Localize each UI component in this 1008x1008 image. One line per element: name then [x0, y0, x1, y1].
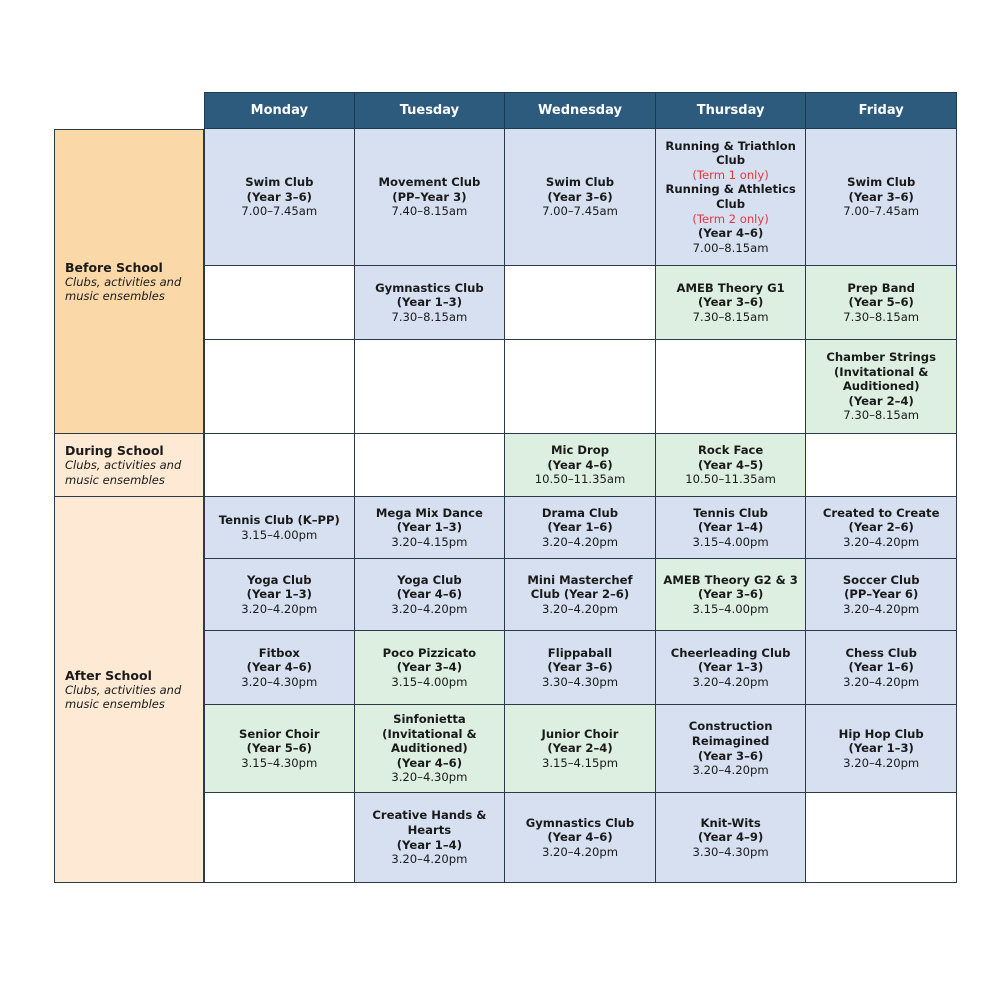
- activity-name: Gymnastics Club: [375, 280, 484, 295]
- activity-mic-drop: [505, 434, 656, 497]
- empty-slot: [204, 434, 355, 497]
- activity-name: Created to Create: [822, 505, 940, 520]
- activity-time: 3.20–4.20pm: [843, 601, 920, 616]
- activity-detail: (Invitational &: [382, 726, 477, 741]
- activity-name: Drama Club: [541, 505, 619, 520]
- activity-time: 3.15–4.00pm: [241, 527, 318, 542]
- activity-detail: (Year 4–9): [697, 830, 764, 845]
- activity-time: 7.30–8.15am: [843, 408, 920, 423]
- activity-name: Swim Club: [245, 175, 314, 190]
- activity-detail: (Year 1–3): [396, 295, 463, 310]
- activity-name: Tennis Club: [693, 505, 768, 520]
- activity-time: 3.20–4.20pm: [541, 534, 619, 549]
- activity-time: 3.15–4.15pm: [541, 755, 619, 770]
- activity-detail: (Year 4–5): [697, 457, 764, 472]
- activity-time: 3.20–4.20pm: [843, 534, 920, 549]
- activity-name: Tennis Club (K–PP): [218, 512, 340, 527]
- activity-swim-club: [204, 129, 355, 266]
- activity-name: Yoga Club: [397, 572, 462, 587]
- activity-detail: (Year 2–6): [848, 520, 914, 535]
- activity-time: 10.50–11.35am: [685, 472, 776, 487]
- activity-name: Poco Pizzicato: [382, 645, 477, 660]
- empty-slot: [806, 434, 957, 497]
- empty-slot: [355, 340, 506, 434]
- activity-time: 7.00–7.45am: [241, 204, 318, 219]
- activity-ameb-theory-g1: [656, 266, 807, 340]
- activity-name: Running & Triathlon: [665, 138, 796, 153]
- term-note: (Term 1 only): [692, 167, 769, 182]
- activity-detail: Club: [716, 153, 746, 168]
- activity-swim-club: [505, 129, 656, 266]
- activity-time: 10.50–11.35am: [534, 472, 626, 487]
- header-thursday: Thursday: [656, 92, 807, 129]
- activity-detail: (PP–Year 6): [844, 587, 919, 602]
- activity-poco-pizzicato: [355, 631, 506, 705]
- activity-name: Construction: [688, 719, 773, 734]
- activity-detail: (Year 4–6): [697, 226, 764, 241]
- header-tuesday: Tuesday: [355, 92, 506, 129]
- activity-gymnastics-club: [505, 793, 656, 883]
- activity-time: 3.20–4.20pm: [692, 674, 769, 689]
- activity-rock-face: [656, 434, 807, 497]
- activity-swim-club: [806, 129, 957, 266]
- activity-name: Cheerleading Club: [670, 645, 791, 660]
- activity-time: 7.00–7.45am: [843, 204, 920, 219]
- activity-detail: Reimagined: [691, 733, 770, 748]
- activity-time: 7.00–8.15am: [692, 240, 769, 255]
- activity-created-to-create: [806, 497, 957, 559]
- activity-name: Mic Drop: [550, 443, 609, 458]
- activity-time: 7.40–8.15am: [391, 204, 468, 219]
- activity-prep-band: [806, 266, 957, 340]
- activity-mini-masterchef: [505, 559, 656, 631]
- empty-slot: [656, 340, 807, 434]
- activity-time: 3.20–4.20pm: [541, 844, 619, 859]
- activity-detail: (Year 5–6): [848, 295, 914, 310]
- section-subtitle: Clubs, activities and: [65, 274, 182, 289]
- activity-detail: (Year 4–6): [547, 457, 613, 472]
- empty-slot: [204, 340, 355, 434]
- activity-time: 3.30–4.30pm: [692, 844, 769, 859]
- activity-time: 3.20–4.20pm: [843, 674, 920, 689]
- activity-detail: (Year 3–4): [396, 660, 463, 675]
- activity-name: Swim Club: [847, 175, 916, 190]
- activity-detail: (Year 1–4): [396, 837, 463, 852]
- activity-tennis-club: [656, 497, 807, 559]
- activity-time: 3.15–4.00pm: [692, 534, 769, 549]
- activity-name: Chamber Strings: [826, 350, 936, 365]
- activity-time: 7.30–8.15am: [843, 309, 920, 324]
- activity-yoga-club: [355, 559, 506, 631]
- empty-slot: [505, 266, 656, 340]
- activity-name: Movement Club: [378, 175, 481, 190]
- activity-name: Creative Hands &: [372, 808, 487, 823]
- activity-detail: (Year 4–6): [547, 830, 613, 845]
- activity-time: 3.20–4.20pm: [391, 601, 468, 616]
- activity-time: 3.20–4.20pm: [843, 755, 920, 770]
- activity-detail: (Year 1–4): [697, 520, 764, 535]
- empty-slot: [204, 266, 355, 340]
- section-subtitle: music ensembles: [65, 472, 165, 487]
- activity-detail: (Year 2–4): [547, 741, 613, 756]
- activity-name: Chess Club: [845, 645, 917, 660]
- activity-detail: (Year 3–6): [697, 295, 764, 310]
- activity-detail: (Year 3–6): [246, 189, 312, 204]
- section-before-school: [54, 129, 204, 434]
- activity-chamber-strings: [806, 340, 957, 434]
- activity-name: Flippaball: [547, 645, 613, 660]
- timetable: [54, 92, 957, 883]
- activity-time: 3.15–4.30pm: [241, 755, 318, 770]
- activity-chess-club: [806, 631, 957, 705]
- activity-name: Rock Face: [697, 443, 764, 458]
- activity-yoga-club: [204, 559, 355, 631]
- section-title: Before School: [65, 259, 163, 275]
- activity-time: 3.20–4.15pm: [391, 534, 468, 549]
- activity-detail: Club (Year 2–6): [530, 587, 630, 602]
- activity-name: Junior Choir: [541, 726, 619, 741]
- activity-knit-wits: [656, 793, 807, 883]
- activity-name: Mega Mix Dance: [375, 505, 483, 520]
- activity-construction: [656, 705, 807, 793]
- activity-detail: (Year 1–3): [396, 520, 463, 535]
- section-after-school: [54, 497, 204, 883]
- activity-detail: (Year 4–6): [246, 660, 312, 675]
- activity-gymnastics-club: [355, 266, 506, 340]
- activity-name: Sinfonietta: [393, 712, 466, 727]
- header-monday: Monday: [204, 92, 355, 129]
- empty-slot: [355, 434, 506, 497]
- activity-detail: (Year 3–6): [848, 189, 914, 204]
- activity-name: Knit-Wits: [700, 815, 761, 830]
- activity-detail: (PP–Year 3): [392, 189, 467, 204]
- activity-name: AMEB Theory G2 & 3: [663, 572, 798, 587]
- empty-slot: [204, 793, 355, 883]
- activity-name: Gymnastics Club: [525, 815, 635, 830]
- activity-time: 3.30–4.30pm: [541, 674, 619, 689]
- activity-detail: (Year 3–6): [547, 660, 613, 675]
- activity-detail: (Year 5–6): [246, 741, 312, 756]
- activity-time: 3.20–4.30pm: [391, 770, 468, 785]
- activity-senior-choir: [204, 705, 355, 793]
- activity-name: Mini Masterchef: [527, 572, 633, 587]
- activity-name: Soccer Club: [842, 572, 920, 587]
- section-subtitle: Clubs, activities and: [65, 458, 182, 472]
- activity-detail: Club: [716, 197, 746, 211]
- activity-name: AMEB Theory G1: [676, 280, 785, 295]
- activity-junior-choir: [505, 705, 656, 793]
- section-during-school: [54, 434, 204, 497]
- section-title: During School: [65, 443, 164, 458]
- activity-detail: (Year 3–6): [697, 748, 764, 763]
- activity-sinfonietta: [355, 705, 506, 793]
- activity-time: 3.20–4.20pm: [241, 601, 318, 616]
- activity-detail: (Year 3–6): [547, 189, 613, 204]
- term-note: (Term 2 only): [692, 211, 769, 226]
- activity-time: 7.30–8.15am: [391, 309, 468, 324]
- activity-detail: (Year 3–6): [697, 587, 764, 602]
- activity-time: 3.20–4.30pm: [241, 674, 318, 689]
- activity-detail: (Year 1–3): [246, 587, 312, 602]
- section-subtitle: music ensembles: [65, 289, 165, 303]
- activity-hip-hop-club: [806, 705, 957, 793]
- activity-time: 3.15–4.00pm: [692, 601, 769, 616]
- activity-detail: Hearts: [407, 822, 452, 837]
- activity-soccer-club: [806, 559, 957, 631]
- activity-ameb-theory-g2-and-3: [656, 559, 807, 631]
- activity-time: 3.20–4.20pm: [391, 852, 468, 867]
- activity-detail: (Year 1–3): [697, 660, 764, 675]
- activity-detail: (Year 2–4): [848, 393, 914, 408]
- activity-movement-club: [355, 129, 506, 266]
- activity-drama-club: [505, 497, 656, 559]
- activity-time: 7.30–8.15am: [692, 309, 769, 324]
- activity-detail: (Year 4–6): [396, 755, 463, 770]
- section-subtitle: Clubs, activities and: [65, 682, 182, 697]
- activity-tennis-club-k-pp: [204, 497, 355, 559]
- activity-detail: (Year 1–3): [848, 741, 914, 756]
- activity-detail: (Year 1–6): [848, 660, 914, 675]
- activity-name: Senior Choir: [239, 726, 320, 741]
- activity-detail: (Year 1–6): [547, 520, 613, 535]
- activity-time: 3.20–4.20pm: [692, 763, 769, 778]
- activity-mega-mix-dance: [355, 497, 506, 559]
- section-subtitle: music ensembles: [65, 697, 165, 711]
- activity-detail: Auditioned): [842, 379, 920, 394]
- activity-fitbox: [204, 631, 355, 705]
- activity-detail: Running & Athletics: [665, 182, 796, 197]
- activity-detail: (Invitational &: [833, 364, 929, 379]
- section-title: After School: [65, 667, 152, 683]
- activity-cheerleading-club: [656, 631, 807, 705]
- header-friday: Friday: [806, 92, 957, 129]
- activity-time: 3.15–4.00pm: [391, 674, 468, 689]
- empty-slot: [505, 340, 656, 434]
- activity-creative-hands-and: [355, 793, 506, 883]
- activity-name: Yoga Club: [247, 572, 312, 587]
- activity-detail: (Year 4–6): [396, 587, 463, 602]
- activity-name: Fitbox: [258, 645, 300, 660]
- empty-slot: [806, 793, 957, 883]
- activity-time: 7.00–7.45am: [542, 204, 618, 219]
- activity-flippaball: [505, 631, 656, 705]
- activity-name: Swim Club: [545, 175, 615, 190]
- activity-name: Hip Hop Club: [838, 726, 924, 741]
- header-wednesday: Wednesday: [505, 92, 656, 129]
- activity-name: Prep Band: [847, 280, 915, 295]
- activity-time: 3.20–4.20pm: [541, 601, 619, 616]
- activity-detail: Auditioned): [391, 741, 468, 756]
- activity-running-and-triathlon: [656, 129, 807, 266]
